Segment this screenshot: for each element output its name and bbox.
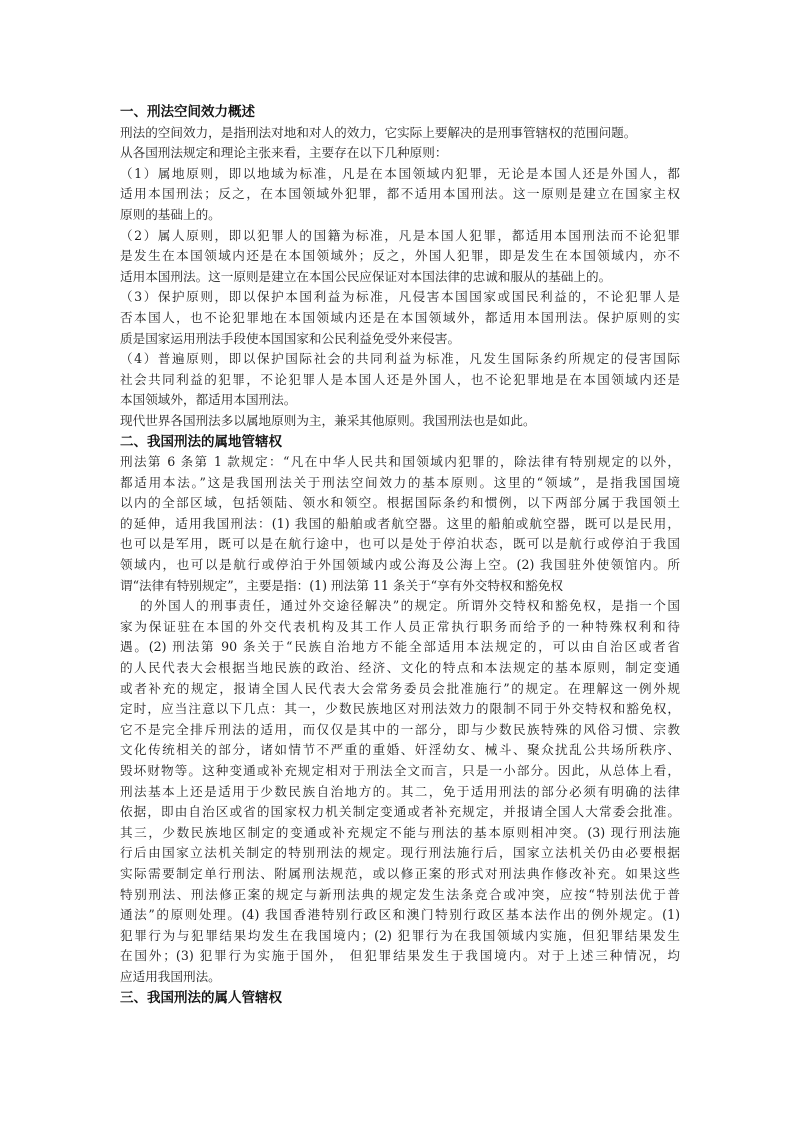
- paragraph-line: 的人民代表大会根据当地民族的政治、经济、文化的特点和本法规定的基本原则，制定变通: [120, 660, 680, 676]
- paragraph-line: 在国外；(3) 犯罪行为实施于国外， 但犯罪结果发生于我国境内。对于上述三种情况，均: [120, 948, 680, 964]
- paragraph-line: 或者补充的规定，报请全国人民代表大会常务委员会批准施行”的规定。在理解这一例外规: [120, 680, 680, 696]
- paragraph-line: （2）属人原则，即以犯罪人的国籍为标准，凡是本国人犯罪，都适用本国刑法而不论犯罪: [120, 227, 680, 243]
- paragraph-line: 都适用本法。”这是我国刑法关于刑法空间效力的基本原则。这里的“领域”，是指我国国境: [120, 474, 680, 490]
- paragraph-line: （4）普遍原则，即以保护国际社会的共同利益为标准，凡发生国际条约所规定的侵害国际: [120, 351, 680, 367]
- paragraph-line: 刑法第 6 条第 1 款规定：“凡在中华人民共和国领域内犯罪的，除法律有特别规定的以外，: [120, 454, 680, 470]
- paragraph-line: 以内的全部区域，包括领陆、领水和领空。根据国际条约和惯例，以下两部分属于我国领土: [120, 495, 680, 511]
- paragraph-line: 现代世界各国刑法多以属地原则为主，兼采其他原则。我国刑法也是如此。: [120, 412, 536, 428]
- paragraph-line: 定时，应当注意以下几点：其一，少数民族地区对刑法效力的限制不同于外交特权和豁免权，: [120, 701, 680, 717]
- section-heading-3: 三、我国刑法的属人管辖权: [120, 989, 282, 1006]
- paragraph-line: 特别刑法、刑法修正案的规定与新刑法典的规定发生法条竞合或冲突，应按“特别法优于普: [120, 886, 680, 902]
- paragraph-line: 原则的基础上的。: [120, 206, 221, 222]
- paragraph-line: 其三，少数民族地区制定的变通或补充规定不能与刑法的基本原则相冲突。(3) 现行刑法施: [120, 824, 680, 840]
- paragraph-line: 从各国刑法规定和理论主张来看，主要存在以下几种原则：: [120, 145, 448, 161]
- paragraph-line: 通法”的原则处理。(4) 我国香港特别行政区和澳门特别行政区基本法作出的例外规定。(1): [120, 907, 680, 923]
- paragraph-line: 它不是完全排斥刑法的适用，而仅仅是其中的一部分，即与少数民族特殊的风俗习惯、宗教: [120, 721, 680, 737]
- paragraph-line: 否本国人，也不论犯罪地在本国领域内还是在本国领域外，都适用本国刑法。保护原则的实: [120, 309, 680, 325]
- paragraph-line: 的延伸，适用我国刑法：(1) 我国的船舶或者航空器。这里的船舶或航空器，既可以是民用，: [120, 515, 680, 531]
- document-page: [120, 102, 680, 1008]
- paragraph-line: 适用本国刑法。这一原则是建立在本国公民应保证对本国法律的忠诚和服从的基础上的。: [120, 268, 612, 284]
- paragraph-line: 毁坏财物等。这种变通或补充规定相对于刑法全文而言，只是一小部分。因此，从总体上看，: [120, 763, 680, 778]
- paragraph-line: 是发生在本国领域内还是在本国领域外；反之，外国人犯罪，即是发生在本国领域内，亦不: [120, 248, 680, 264]
- paragraph-line: 应适用我国刑法。: [120, 968, 221, 984]
- paragraph-line: 谓“法律有特别规定”，主要是指：(1) 刑法第 11 条关于“享有外交特权和豁免权: [120, 577, 564, 593]
- paragraph-line: 依据，即由自治区或省的国家权力机关制定变通或者补充规定，并报请全国人大常委会批准。: [120, 804, 680, 820]
- paragraph-line: 质是国家运用刑法手段使本国国家和公民利益免受外来侵害。: [120, 330, 461, 346]
- paragraph-line: 行后由国家立法机关制定的特别刑法的规定。现行刑法施行后，国家立法机关仍由必要根据: [120, 845, 680, 861]
- paragraph-line: 犯罪行为与犯罪结果均发生在我国境内；(2) 犯罪行为在我国领域内实施，但犯罪结果发生: [120, 927, 680, 943]
- paragraph-line: 家为保证驻在本国的外交代表机构及其工作人员正常执行职务而给予的一种特殊权利和待: [120, 618, 680, 634]
- paragraph-line: （3）保护原则，即以保护本国利益为标准，凡侵害本国国家或国民利益的，不论犯罪人是: [120, 289, 680, 305]
- paragraph-line: 也可以是军用，既可以是在航行途中，也可以是处于停泊状态，既可以是航行或停泊于我国: [120, 536, 680, 552]
- paragraph-line: 适用本国刑法；反之，在本国领域外犯罪，都不适用本国刑法。这一原则是建立在国家主权: [120, 186, 680, 202]
- section-heading-1: 一、刑法空间效力概述: [120, 104, 255, 120]
- paragraph-line: 刑法的空间效力，是指刑法对地和对人的效力，它实际上要解决的是刑事管辖权的范围问题。: [120, 124, 637, 140]
- paragraph-line: 刑法基本上还是适用于少数民族自治地方的。其二，免于适用刑法的部分必须有明确的法律: [120, 783, 680, 799]
- paragraph-line: 的外国人的刑事责任，通过外交途径解决”的规定。所谓外交特权和豁免权，是指一个国: [140, 598, 680, 614]
- section-heading-2: 二、我国刑法的属地管辖权: [120, 433, 282, 450]
- paragraph-line: 领域内，也可以是航行或停泊于外国领域内或公海及公海上空。(2) 我国驻外使领馆内。所: [120, 557, 680, 573]
- paragraph-line: （1）属地原则，即以地域为标准，凡是在本国领域内犯罪，无论是本国人还是外国人，都: [120, 165, 680, 181]
- paragraph-line: 本国领域外，都适用本国刑法。: [120, 392, 297, 408]
- paragraph-line: 社会共同利益的犯罪，不论犯罪人是本国人还是外国人，也不论犯罪地是在本国领域内还是: [120, 371, 680, 387]
- paragraph-line: 实际需要制定单行刑法、附属刑法规范，或以修正案的形式对刑法典作修改补充。如果这些: [120, 865, 680, 881]
- paragraph-line: 文化传统相关的部分，诸如情节不严重的重婚、奸淫幼女、械斗、聚众扰乱公共场所秩序、: [120, 742, 680, 758]
- paragraph-line: 遇。(2) 刑法第 90 条关于“民族自治地方不能全部适用本法规定的，可以由自治区或者省: [120, 639, 680, 655]
